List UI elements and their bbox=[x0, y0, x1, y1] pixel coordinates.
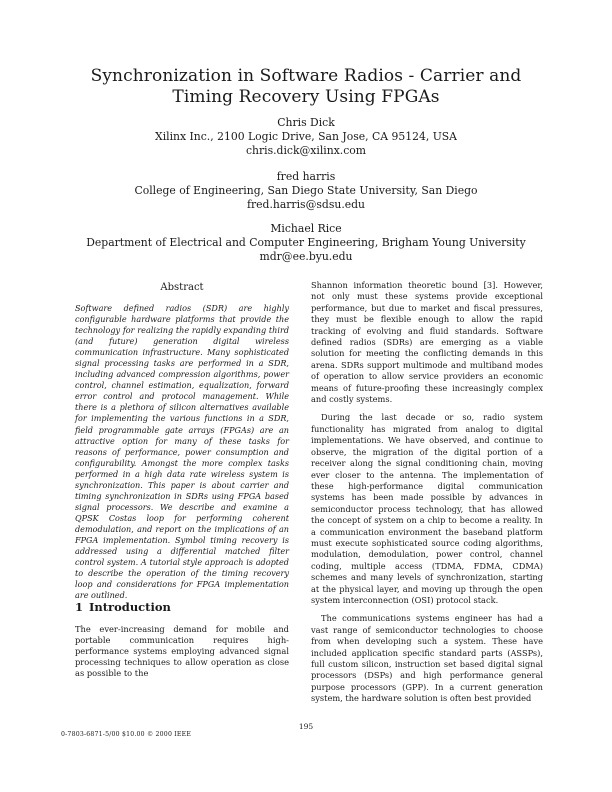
author-name: fred harris bbox=[276, 170, 336, 183]
body-paragraph: During the last decade or so, radio system functionality has migrated from analog to digital implementations. We have observed, and continue to observe, the migration of the digital portion of a receiver along the signal conditioning chain, moving ever closer to the antenna. The implementation of these high-performance digital communication systems has been made possible by advances in semiconductor process technology, that has allowed the concept of system on a chip to become a reality. In a communication environment the baseband platform must execute sophisticated source coding algorithms, modulation, demodulation, power control, channel coding, multiple access (TDMA, FDMA, CDMA) schemes and many levels of synchronization, starting at the physical layer, and moving up through the open system interconnection (OSI) protocol stack. bbox=[311, 412, 543, 605]
footer-identifier: 0-7803-6871-5/00 $10.00 © 2000 IEEE bbox=[61, 731, 192, 738]
author-affiliation: Xilinx Inc., 2100 Logic Drive, San Jose, CA 95124, USA bbox=[155, 130, 457, 143]
author-email: mdr@ee.byu.edu bbox=[259, 250, 353, 263]
body-paragraph: The communications systems engineer has had a vast range of semiconductor technologies to choose from when developing such a system. These have included application specific standard parts (ASSPs), full custom silicon, instruction set based digital signal processors (DSPs) and high performance general purpose processors (GPP). In a current generation system, the hardware solution is often best provided bbox=[311, 613, 543, 704]
author-block bbox=[60, 222, 552, 264]
abstract-heading: Abstract bbox=[160, 282, 204, 293]
abstract-text: Software defined radios (SDR) are highly configurable hardware platforms that provide the technology for realizing the rapidly expanding third (and future) generation digital wireless communication infrastructure. Many sophisticated signal processing tasks are performed in a SDR, including advanced compression algorithms, power control, channel estimation, equalization, forward error control and protocol management. While there is a plethora of silicon alternatives available for implementing the various functions in a SDR, field programmable gate arrays (FPGAs) are an attractive option for many of these tasks for reasons of performance, power consumption and configurability. Amongst the more complex tasks performed in a high data rate wireless system is synchronization. This paper is about carrier and timing synchronization in SDRs using FPGA based signal processors. We describe and examine a QPSK Costas loop for performing coherent demodulation, and report on the implications of an FPGA implementation. Symbol timing recovery is addressed using a differential matched filter control system. A tutorial style approach is adopted to describe the operation of the timing recovery loop and considerations for FPGA implementation are outlined. bbox=[75, 303, 289, 601]
introduction-text-left: The ever-increasing demand for mobile and portable communication requires high-performance systems employing advanced signal processing techniques to allow operation as close as possible to the bbox=[75, 624, 289, 679]
author-affiliation: Department of Electrical and Computer Engineering, Brigham Young University bbox=[86, 236, 526, 249]
left-column bbox=[75, 281, 289, 601]
author-block bbox=[60, 116, 552, 158]
paper-title: Synchronization in Software Radios - Carrier and Timing Recovery Using FPGAs bbox=[90, 66, 522, 107]
author-name: Chris Dick bbox=[277, 116, 335, 129]
right-column bbox=[311, 280, 543, 712]
section-heading bbox=[75, 600, 171, 614]
body-paragraph: Shannon information theoretic bound [3]. However, not only must these systems provide exceptional performance, but due to market and fiscal pressures, they must be flexible enough to allow the rapid tracking of evolving and fluid standards. Software defined radios (SDRs) are emerging as a viable solution for meeting the conflicting demands in this arena. SDRs support multimode and multiband modes of operation to allow service providers an economic means of future-proofing these increasingly complex and costly systems. bbox=[311, 280, 543, 405]
author-name: Michael Rice bbox=[270, 222, 342, 235]
author-block bbox=[60, 170, 552, 212]
author-email: fred.harris@sdsu.edu bbox=[246, 198, 366, 211]
section-title: Introduction bbox=[89, 600, 171, 614]
author-affiliation: College of Engineering, San Diego State University, San Diego bbox=[134, 184, 478, 197]
page-number: 195 bbox=[298, 722, 314, 731]
section-number: 1 bbox=[75, 600, 84, 614]
author-email: chris.dick@xilinx.com bbox=[245, 144, 367, 157]
